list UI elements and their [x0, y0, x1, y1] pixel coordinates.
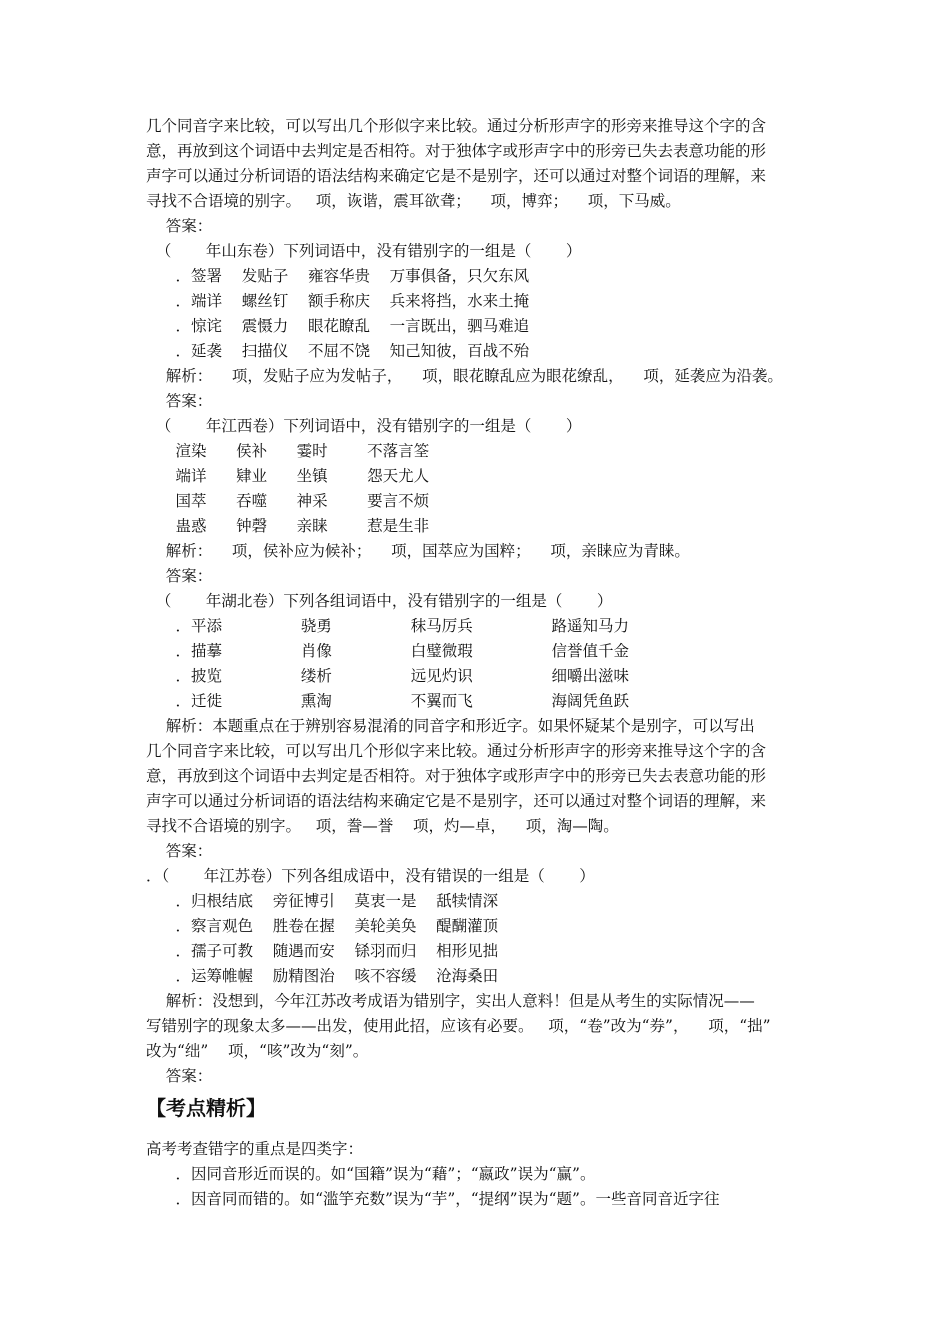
- answer-label: 答案：: [146, 217, 213, 235]
- section-heading: 【考点精析】: [146, 1096, 266, 1120]
- option-line: ．端详 螺丝钉 额手称庆 兵来将挡，水来土掩: [146, 292, 530, 310]
- option-line: ．归根结底 旁征博引 莫衷一是 舐犊情深: [146, 892, 499, 910]
- option-line: ．描摹 肖像 白璧微瑕 信誉值千金: [146, 642, 630, 660]
- answer-label: 答案：: [146, 1067, 213, 1085]
- text-line: 寻找不合语境的别字。 项，诙谐，震耳欲聋； 项，博弈； 项，下马威。: [146, 192, 681, 210]
- option-line: 渲染 侯补 霎时 不落言筌: [146, 442, 430, 460]
- text-line: 意，再放到这个词语中去判定是否相符。对于独体字或形声字中的形旁已失去表意功能的形: [146, 142, 767, 160]
- option-line: 蛊惑 钟磬 亲睐 惹是生非: [146, 517, 430, 535]
- option-line: ．平添 骁勇 秣马厉兵 路遥知马力: [146, 617, 630, 635]
- option-line: ．披览 缕析 远见灼识 细嚼出滋味: [146, 667, 630, 685]
- option-line: 国萃 吞噬 神采 要言不烦: [146, 492, 430, 510]
- text-line: 寻找不合语境的别字。 项，誊—誉 项，灼—卓， 项，淘—陶。: [146, 817, 619, 835]
- analysis-line: 解析：没想到，今年江苏改考成语为错别字，实出人意料！但是从考生的实际情况——: [146, 992, 755, 1010]
- text-line: 几个同音字来比较，可以写出几个形似字来比较。通过分析形声字的形旁来推导这个字的含: [146, 742, 767, 760]
- option-line: ．孺子可教 随遇而安 铩羽而归 相形见拙: [146, 942, 499, 960]
- text-line: 声字可以通过分析词语的语法结构来确定它是不是别字，还可以通过对整个词语的理解，来: [146, 792, 767, 810]
- analysis-line: 解析：本题重点在于辨别容易混淆的同音字和形近字。如果怀疑某个是别字，可以写出: [146, 717, 755, 735]
- option-line: ．签署 发贴子 雍容华贵 万事俱备，只欠东风: [146, 267, 530, 285]
- list-item: ．因音同而错的。如“滥竽充数”误为“芋”，“提纲”误为“题”。一些音同音近字往: [146, 1190, 720, 1208]
- question-stem: （ 年湖北卷）下列各组词语中，没有错别字的一组是（ ）: [146, 592, 613, 610]
- list-item: ．因同音形近而误的。如“国籍”误为“藉”；“嬴政”误为“赢”。: [146, 1165, 596, 1183]
- text-line: 高考考查错字的重点是四类字：: [146, 1140, 364, 1158]
- text-line: 声字可以通过分析词语的语法结构来确定它是不是别字，还可以通过对整个词语的理解，来: [146, 167, 767, 185]
- text-line: 改为“绌” 项，“咳”改为“刻”。: [146, 1042, 369, 1060]
- text-line: 写错别字的现象太多——出发，使用此招，应该有必要。 项，“卷”改为“券”， 项，“拙”: [146, 1017, 771, 1035]
- option-line: ．迁徙 熏淘 不翼而飞 海阔凭鱼跃: [146, 692, 630, 710]
- option-line: ．察言观色 胜卷在握 美轮美奂 醍醐灌顶: [146, 917, 499, 935]
- answer-label: 答案：: [146, 842, 213, 860]
- option-line: ．延袭 扫描仪 不屈不饶 知己知彼，百战不殆: [146, 342, 530, 360]
- analysis-line: 解析： 项，发贴子应为发帖子， 项，眼花瞭乱应为眼花缭乱， 项，延袭应为沿袭。: [146, 367, 783, 385]
- option-line: ．惊诧 震慑力 眼花瞭乱 一言既出，驷马难追: [146, 317, 530, 335]
- text-line: 意，再放到这个词语中去判定是否相符。对于独体字或形声字中的形旁已失去表意功能的形: [146, 767, 767, 785]
- text-line: 几个同音字来比较，可以写出几个形似字来比较。通过分析形声字的形旁来推导这个字的含: [146, 117, 767, 135]
- answer-label: 答案：: [146, 567, 213, 585]
- option-line: 端详 肄业 坐镇 怨天尤人: [146, 467, 430, 485]
- question-stem: （ 年江西卷）下列词语中，没有错别字的一组是（ ）: [146, 417, 582, 435]
- analysis-line: 解析： 项，侯补应为候补； 项，国萃应为国粹； 项，亲睐应为青睐。: [146, 542, 690, 560]
- question-stem: ．（ 年江苏卷）下列各组成语中，没有错误的一组是（ ）: [146, 867, 595, 885]
- option-line: ．运筹帷幄 励精图治 咳不容缓 沧海桑田: [146, 967, 499, 985]
- answer-label: 答案：: [146, 392, 213, 410]
- question-stem: （ 年山东卷）下列词语中，没有错别字的一组是（ ）: [146, 242, 582, 260]
